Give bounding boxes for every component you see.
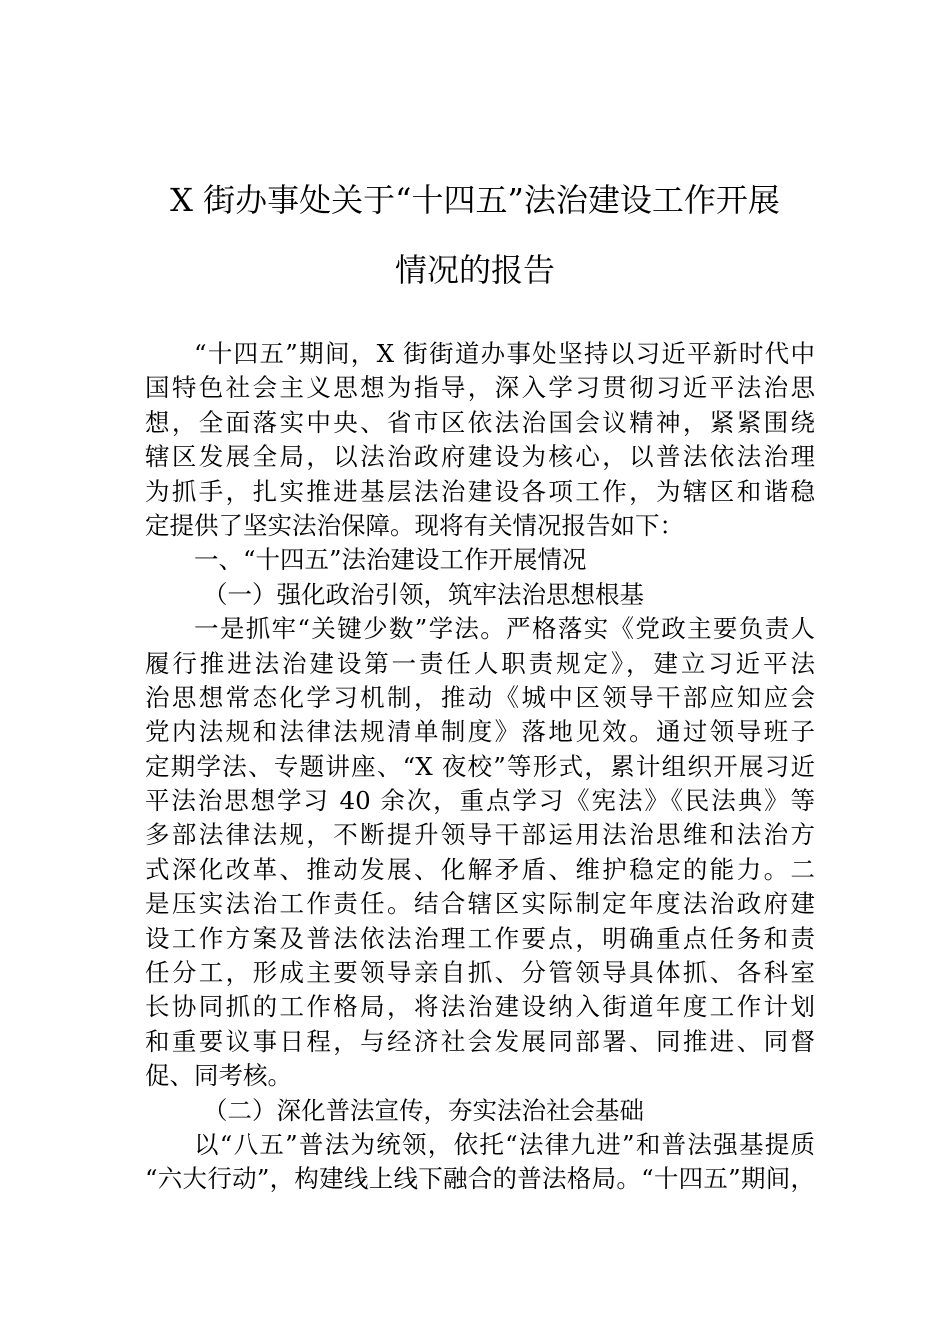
body-line: 促、同考核。: [145, 1061, 292, 1091]
body-line: 和重要议事日程，与经济社会发展同部署、同推进、同督: [145, 1026, 815, 1056]
body-line: 定提供了坚实法治保障。现将有关情况报告如下：: [145, 510, 684, 540]
body-line: 想，全面落实中央、省市区依法治国会议精神，紧紧围绕: [145, 407, 815, 437]
body-line: 为抓手，扎实推进基层法治建设各项工作，为辖区和谐稳: [145, 476, 815, 506]
body-line: （一）强化政治引领，筑牢法治思想根基: [203, 579, 644, 609]
body-line: 设工作方案及普法依法治理工作要点，明确重点任务和责: [145, 923, 815, 953]
body-line: 任分工，形成主要领导亲自抓、分管领导具体抓、各科室: [145, 958, 815, 988]
body-line: （二）深化普法宣传，夯实法治社会基础: [203, 1095, 644, 1125]
body-line: 是压实法治工作责任。结合辖区实际制定年度法治政府建: [145, 889, 815, 919]
body-line: 多部法律法规，不断提升领导干部运用法治思维和法治方: [145, 820, 815, 850]
body-line: 定期学法、专题讲座、“X 夜校”等形式，累计组织开展习近: [145, 751, 815, 781]
body-line: “十四五”期间，X 街街道办事处坚持以习近平新时代中: [194, 339, 815, 368]
document-body: [145, 337, 815, 1197]
body-line: “六大行动”，构建线上线下融合的普法格局。“十四五”期间，: [145, 1164, 815, 1194]
document-title-line-1: X 街办事处关于“十四五”法治建设工作开展: [170, 181, 780, 219]
body-line: 长协同抓的工作格局，将法治建设纳入街道年度工作计划: [145, 992, 815, 1022]
document-title-line-2: 情况的报告: [394, 251, 555, 289]
body-line: 履行推进法治建设第一责任人职责规定》，建立习近平法: [145, 648, 815, 678]
body-line: 党内法规和法律法规清单制度》落地见效。通过领导班子: [145, 717, 815, 747]
body-line: 式深化改革、推动发展、化解矛盾、维护稳定的能力。二: [145, 854, 815, 884]
body-line: 治思想常态化学习机制，推动《城中区领导干部应知应会: [145, 682, 815, 712]
body-line: 辖区发展全局，以法治政府建设为核心，以普法依法治理: [145, 442, 815, 472]
body-line: 国特色社会主义思想为指导，深入学习贯彻习近平法治思: [145, 373, 815, 403]
body-line: 以“八五”普法为统领，依托“法律九进”和普法强基提质: [194, 1129, 815, 1159]
body-line: 一是抓牢“关键少数”学法。严格落实《党政主要负责人: [194, 614, 815, 644]
body-line: 一、“十四五”法治建设工作开展情况: [194, 545, 587, 575]
body-line: 平法治思想学习 40 余次，重点学习《宪法》《民法典》等: [145, 786, 815, 816]
